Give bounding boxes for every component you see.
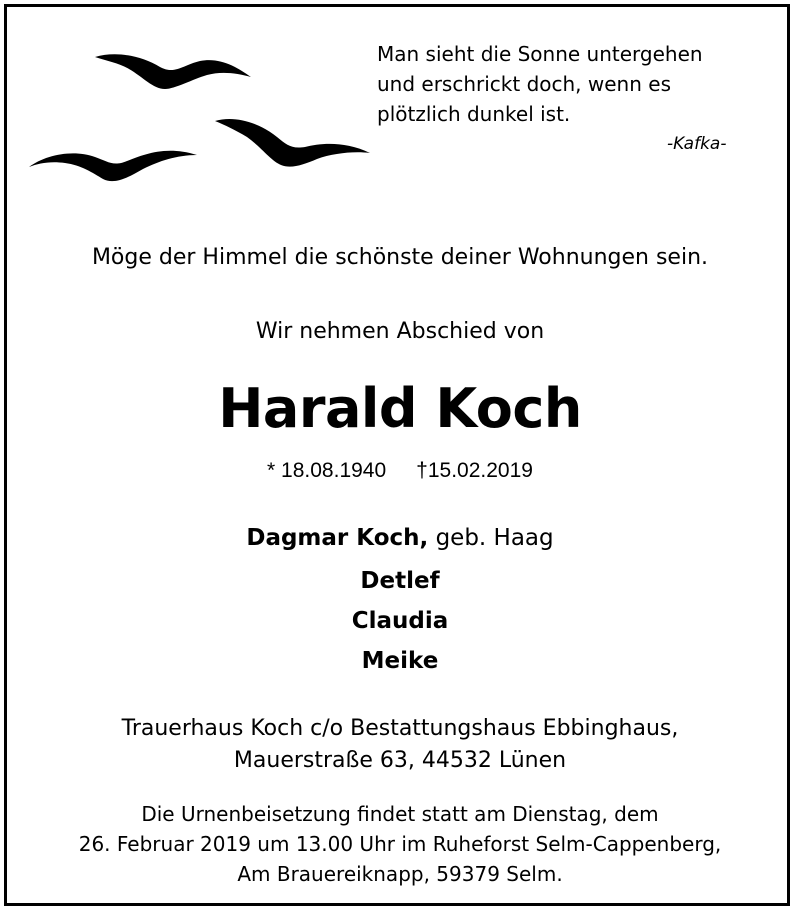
life-dates [7, 459, 793, 483]
ceremony-line: Die Urnenbeisetzung findet statt am Dienstag, dem [141, 802, 659, 826]
ceremony-info [7, 799, 793, 889]
deceased-name: Harald Koch [218, 377, 582, 440]
quote-block [377, 39, 777, 154]
birth-date: * 18.08.1940 [267, 459, 387, 482]
quote-author: -Kafka- [667, 134, 727, 154]
family-member: Claudia [351, 608, 449, 634]
quote-line: plötzlich dunkel ist. [377, 102, 571, 126]
address-line: Mauerstraße 63, 44532 Lünen [233, 748, 567, 773]
spouse-name: Dagmar Koch, [246, 525, 429, 551]
flying-birds-icon [25, 37, 385, 197]
ceremony-line: 26. Februar 2019 um 13.00 Uhr im Ruheforst Selm-Cappenberg, [78, 832, 722, 856]
family-spouse [7, 525, 793, 551]
family-member: Detlef [360, 568, 440, 594]
death-date: †15.02.2019 [416, 459, 533, 482]
bird-icon [215, 119, 370, 167]
quote-line: und erschrickt doch, wenn es [377, 72, 671, 96]
intro-text: Wir nehmen Abschied von [255, 319, 545, 344]
bird-icon [95, 54, 251, 89]
motto: Möge der Himmel die schönste deiner Wohnungen sein. [91, 245, 709, 270]
obituary-frame [4, 4, 790, 906]
mourning-address [7, 713, 793, 777]
bird-icon [29, 151, 197, 181]
ceremony-line: Am Brauereiknapp, 59379 Selm. [237, 862, 563, 886]
address-line: Trauerhaus Koch c/o Bestattungshaus Ebbinghaus, [121, 716, 679, 741]
family-member: Meike [361, 648, 439, 674]
spouse-nee: geb. Haag [435, 525, 554, 551]
quote-line: Man sieht die Sonne untergehen [377, 42, 703, 66]
